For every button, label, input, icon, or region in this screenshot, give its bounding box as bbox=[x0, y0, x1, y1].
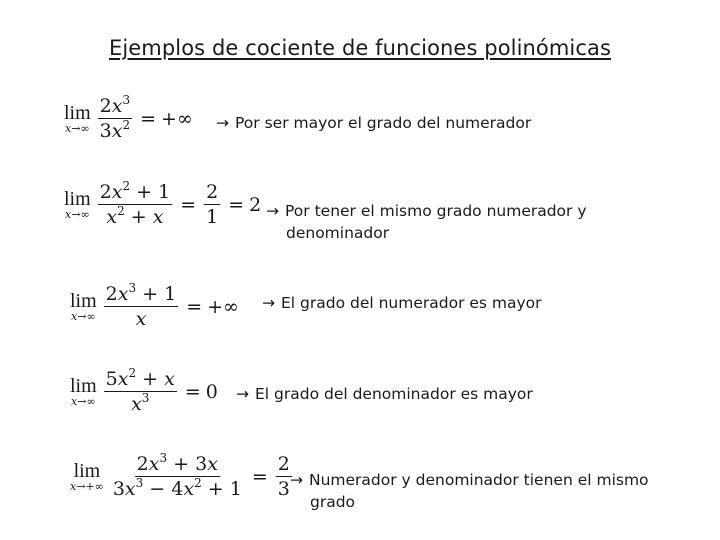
numerator: 2 bbox=[277, 453, 290, 475]
limit-expression-1 bbox=[64, 94, 193, 143]
lim-subscript: x→∞ bbox=[71, 310, 96, 323]
fraction bbox=[98, 94, 132, 143]
fraction bbox=[104, 367, 177, 416]
limit-result: +∞ bbox=[161, 107, 193, 130]
explanation-text: El grado del denominador es mayor bbox=[255, 385, 533, 403]
numerator: 2 bbox=[206, 181, 219, 203]
denominator: $x^3$ bbox=[131, 391, 150, 415]
denominator: 3 bbox=[277, 478, 290, 500]
lim-label: lim bbox=[70, 375, 97, 397]
equals-sign: = bbox=[184, 380, 201, 403]
explanation-1 bbox=[216, 112, 531, 134]
denominator: x bbox=[135, 308, 147, 330]
limit-result: 0 bbox=[205, 380, 218, 403]
limit-result: +∞ bbox=[207, 295, 239, 318]
limit-expression-5 bbox=[70, 452, 295, 501]
lim-subscript: x→+∞ bbox=[70, 480, 104, 493]
fraction bbox=[204, 180, 220, 229]
arrow-right-icon: → bbox=[290, 471, 303, 489]
limit-operator bbox=[64, 189, 91, 220]
limit-operator bbox=[70, 461, 104, 492]
numerator: $2x^3 + 1$ bbox=[105, 281, 177, 305]
numerator: $2x^3 + 3x$ bbox=[136, 451, 218, 475]
explanation-5 bbox=[290, 469, 649, 513]
lim-subscript: x→∞ bbox=[71, 395, 96, 408]
arrow-right-icon: → bbox=[266, 202, 279, 220]
equals-sign: = bbox=[228, 193, 245, 216]
explanation-text: El grado del numerador es mayor bbox=[281, 294, 542, 312]
explanation-4 bbox=[236, 383, 533, 405]
explanation-text-continued: grado bbox=[310, 493, 356, 511]
denominator: $3x^3 - 4x^2 + 1$ bbox=[112, 476, 242, 500]
lim-subscript: x→∞ bbox=[65, 208, 90, 221]
numerator: $2x^3$ bbox=[99, 93, 131, 117]
lim-label: lim bbox=[64, 102, 91, 124]
equals-sign: = bbox=[140, 107, 157, 130]
limit-expression-2 bbox=[64, 180, 261, 229]
page-title: Ejemplos de cociente de funciones polinómicas bbox=[108, 36, 612, 60]
denominator: $x^2 + x$ bbox=[106, 204, 164, 228]
equals-sign: = bbox=[251, 465, 268, 488]
lim-subscript: x→∞ bbox=[65, 122, 90, 135]
explanation-text-continued: denominador bbox=[286, 224, 390, 242]
limit-operator bbox=[70, 291, 97, 322]
explanation-text: Numerador y denominador tienen el mismo bbox=[309, 471, 649, 489]
fraction bbox=[104, 282, 179, 331]
equals-sign: = bbox=[180, 193, 197, 216]
fraction bbox=[111, 452, 244, 501]
arrow-right-icon: → bbox=[262, 294, 275, 312]
limit-expression-4 bbox=[70, 367, 218, 416]
denominator: $3x^2$ bbox=[99, 118, 131, 142]
limit-operator bbox=[70, 376, 97, 407]
numerator: $5x^2 + x$ bbox=[105, 366, 175, 390]
lim-label: lim bbox=[73, 460, 101, 482]
equals-sign: = bbox=[186, 295, 203, 318]
explanation-text: Por ser mayor el grado del numerador bbox=[235, 114, 532, 132]
arrow-right-icon: → bbox=[236, 385, 249, 403]
limit-expression-3 bbox=[70, 282, 239, 331]
limit-operator bbox=[64, 103, 91, 134]
lim-label: lim bbox=[64, 188, 91, 210]
limit-result: 2 bbox=[249, 193, 262, 216]
explanation-text: Por tener el mismo grado numerador y bbox=[285, 202, 587, 220]
numerator: $2x^2 + 1$ bbox=[99, 179, 171, 203]
fraction bbox=[98, 180, 173, 229]
lim-label: lim bbox=[70, 290, 97, 312]
arrow-right-icon: → bbox=[216, 114, 229, 132]
explanation-2 bbox=[266, 200, 587, 244]
explanation-3 bbox=[262, 292, 542, 314]
denominator: 1 bbox=[206, 206, 219, 228]
